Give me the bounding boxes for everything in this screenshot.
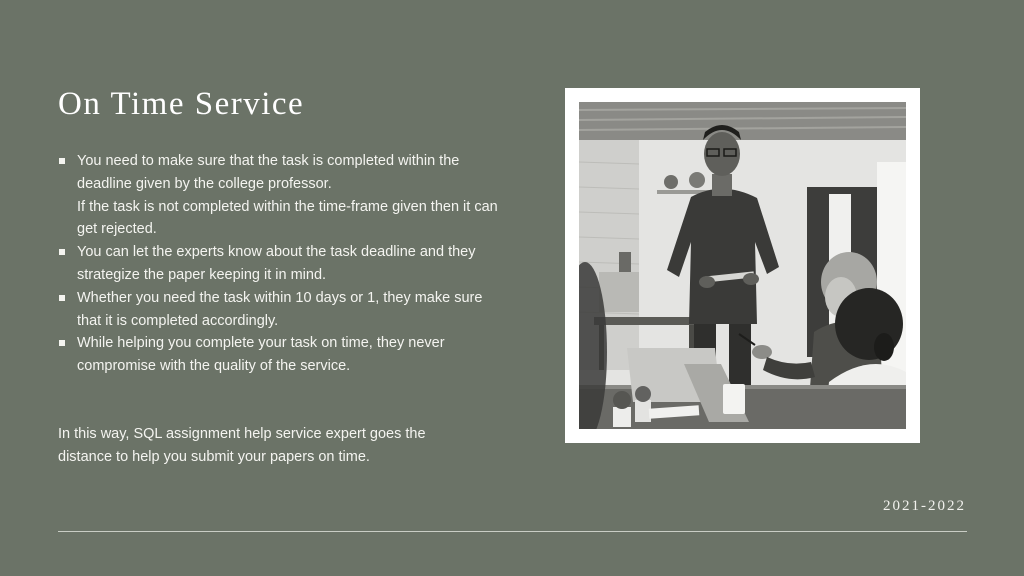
- square-bullet-icon: [59, 249, 65, 255]
- bullet-item: [58, 287, 508, 333]
- bullet-item: [58, 150, 508, 241]
- square-bullet-icon: [59, 295, 65, 301]
- year-label: 2021-2022: [883, 498, 966, 514]
- bullet-text: Whether you need the task within 10 days or 1, they make sure that it is completed accordingly.: [77, 289, 483, 329]
- photo-frame: [565, 88, 920, 443]
- bullet-subtext: If the task is not completed within the time-frame given then it can get rejected.: [77, 198, 498, 238]
- slide-title: On Time Service: [58, 86, 305, 122]
- meeting-photo: [579, 102, 906, 429]
- square-bullet-icon: [59, 340, 65, 346]
- bullet-list: [58, 150, 508, 378]
- closing-paragraph: In this way, SQL assignment help service expert goes the distance to help you submit your papers on time.: [58, 426, 426, 465]
- bullet-text: While helping you complete your task on time, they never compromise with the quality of the service.: [77, 335, 445, 375]
- bullet-item: [58, 241, 508, 287]
- bullet-text: You need to make sure that the task is completed within the deadline given by the college professor.: [77, 153, 460, 192]
- meeting-photo-illustration: [579, 102, 906, 429]
- bullet-item: [58, 332, 508, 378]
- square-bullet-icon: [59, 158, 65, 164]
- footer-divider: [58, 531, 967, 532]
- bullet-text: You can let the experts know about the task deadline and they strategize the paper keeping it in mind.: [77, 244, 476, 283]
